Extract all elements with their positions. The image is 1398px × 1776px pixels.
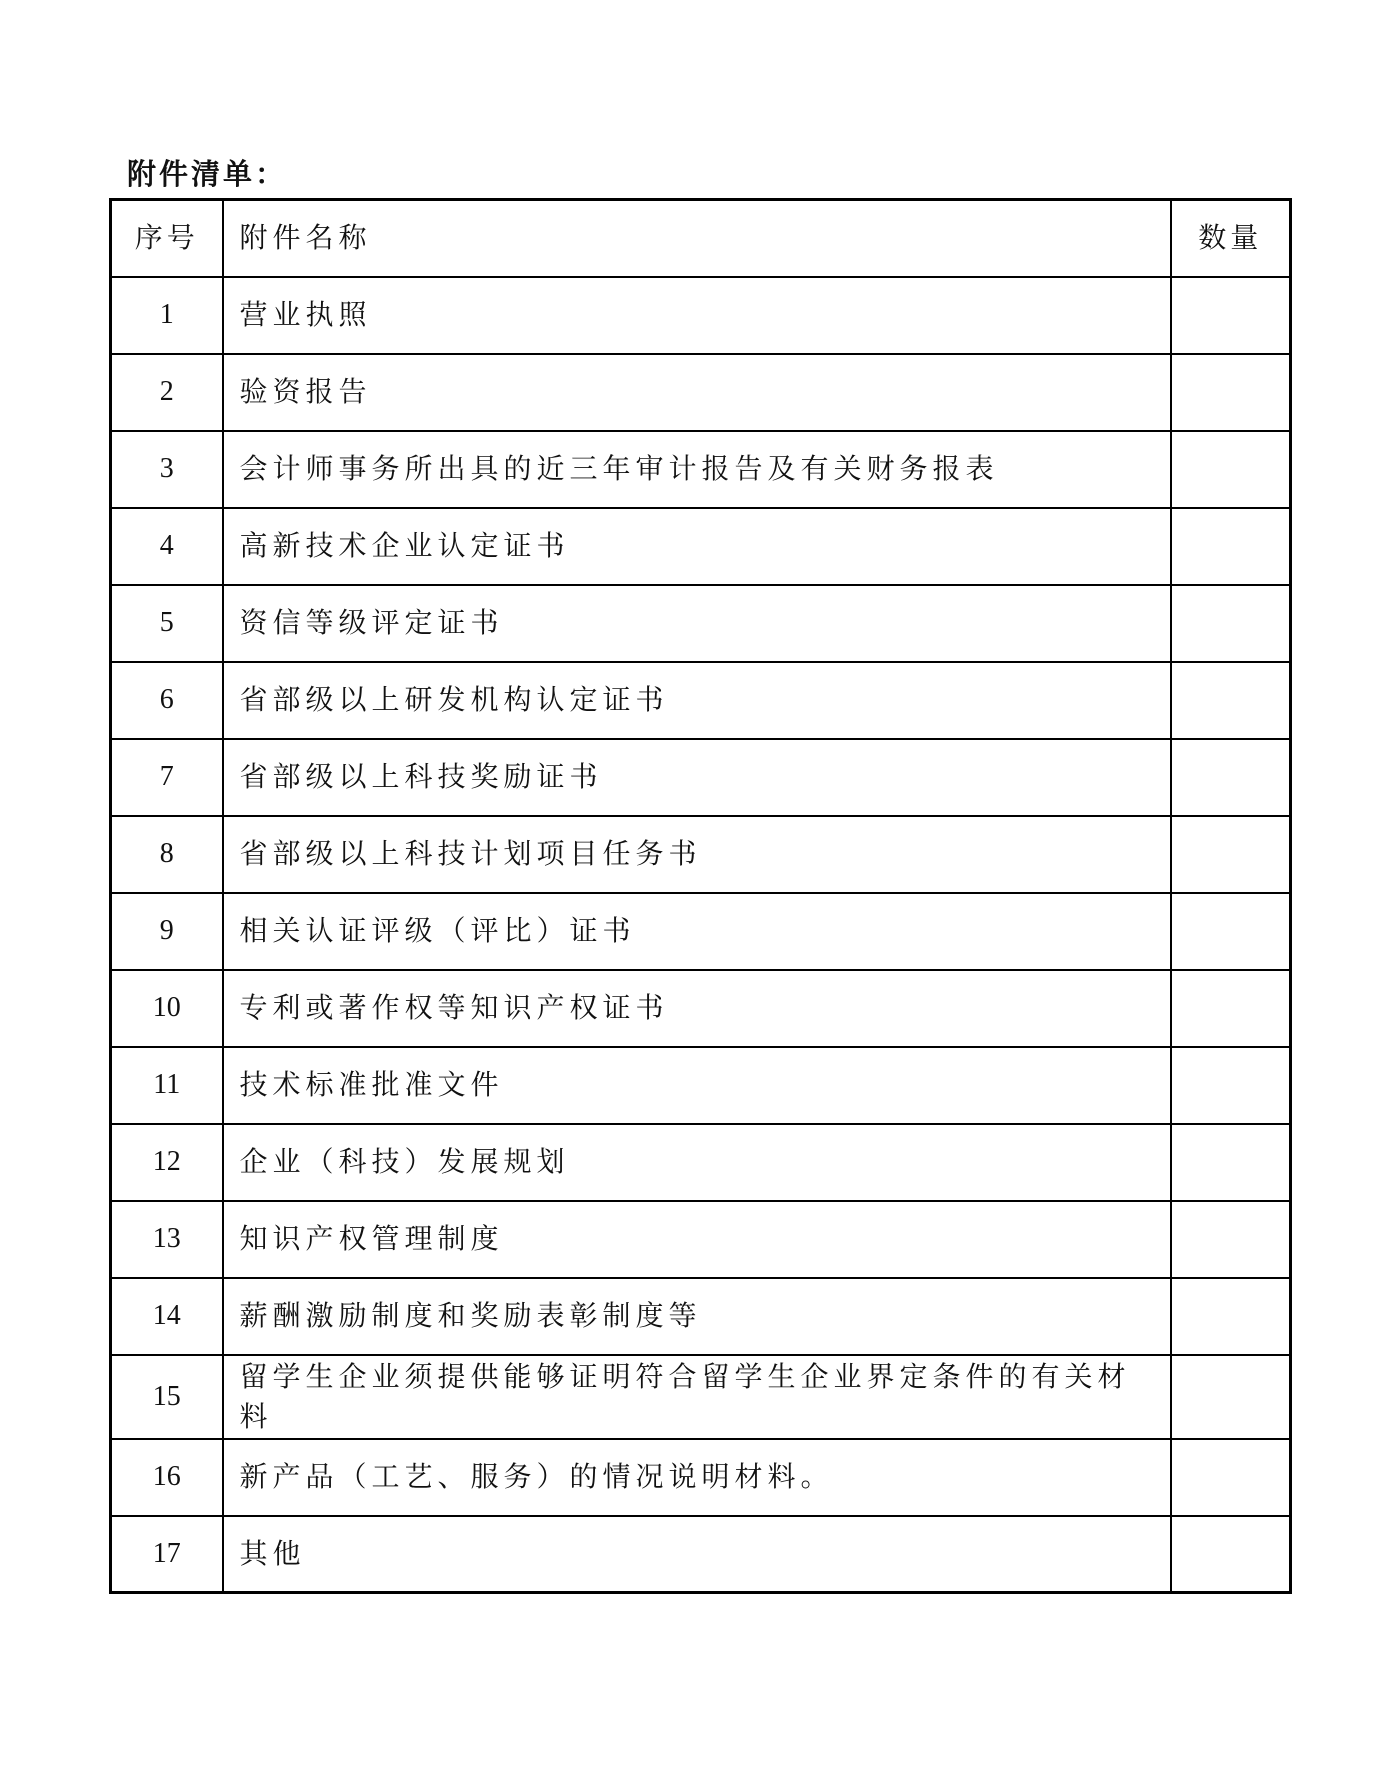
table-row [111,585,1291,662]
row-name: 验资报告 [223,354,1171,431]
row-seq: 8 [111,816,223,893]
row-name: 资信等级评定证书 [223,585,1171,662]
row-qty [1171,508,1291,585]
table-row [111,1439,1291,1516]
row-qty [1171,970,1291,1047]
row-qty [1171,893,1291,970]
row-name: 高新技术企业认定证书 [223,508,1171,585]
table-row [111,739,1291,816]
table-row [111,1278,1291,1355]
table-row [111,1355,1291,1439]
row-name: 其他 [223,1516,1171,1593]
row-qty [1171,1355,1291,1439]
row-qty [1171,585,1291,662]
table-row [111,431,1291,508]
row-seq: 10 [111,970,223,1047]
table-row [111,816,1291,893]
row-seq: 2 [111,354,223,431]
table-row [111,662,1291,739]
table-row [111,1201,1291,1278]
row-name: 新产品（工艺、服务）的情况说明材料。 [223,1439,1171,1516]
row-name: 省部级以上研发机构认定证书 [223,662,1171,739]
row-seq: 14 [111,1278,223,1355]
header-seq: 序号 [111,200,223,277]
row-name: 留学生企业须提供能够证明符合留学生企业界定条件的有关材料 [223,1355,1171,1439]
row-seq: 13 [111,1201,223,1278]
table-row [111,1047,1291,1124]
header-name: 附件名称 [223,200,1171,277]
row-seq: 15 [111,1355,223,1439]
row-seq: 1 [111,277,223,354]
row-name: 会计师事务所出具的近三年审计报告及有关财务报表 [223,431,1171,508]
row-seq: 12 [111,1124,223,1201]
row-name: 专利或著作权等知识产权证书 [223,970,1171,1047]
row-seq: 3 [111,431,223,508]
row-name: 省部级以上科技计划项目任务书 [223,816,1171,893]
row-seq: 11 [111,1047,223,1124]
row-seq: 6 [111,662,223,739]
table-row [111,1516,1291,1593]
row-name: 营业执照 [223,277,1171,354]
table-row [111,970,1291,1047]
row-name: 薪酬激励制度和奖励表彰制度等 [223,1278,1171,1355]
row-name: 企业（科技）发展规划 [223,1124,1171,1201]
row-qty [1171,1278,1291,1355]
header-qty: 数量 [1171,200,1291,277]
row-qty [1171,1124,1291,1201]
row-qty [1171,277,1291,354]
row-qty [1171,739,1291,816]
row-name: 知识产权管理制度 [223,1201,1171,1278]
row-seq: 17 [111,1516,223,1593]
row-name: 相关认证评级（评比）证书 [223,893,1171,970]
table-row [111,1124,1291,1201]
table-row [111,508,1291,585]
row-seq: 7 [111,739,223,816]
attachment-list-table [109,198,1292,1594]
row-seq: 4 [111,508,223,585]
row-qty [1171,1439,1291,1516]
row-qty [1171,1201,1291,1278]
table-row [111,893,1291,970]
row-qty [1171,354,1291,431]
row-seq: 16 [111,1439,223,1516]
row-qty [1171,662,1291,739]
table-header-row [111,200,1291,277]
row-seq: 5 [111,585,223,662]
row-seq: 9 [111,893,223,970]
row-qty [1171,1047,1291,1124]
table-row [111,277,1291,354]
row-qty [1171,1516,1291,1593]
table-row [111,354,1291,431]
row-qty [1171,816,1291,893]
document-title: 附件清单： [127,157,288,191]
row-name: 省部级以上科技奖励证书 [223,739,1171,816]
row-qty [1171,431,1291,508]
row-name: 技术标准批准文件 [223,1047,1171,1124]
